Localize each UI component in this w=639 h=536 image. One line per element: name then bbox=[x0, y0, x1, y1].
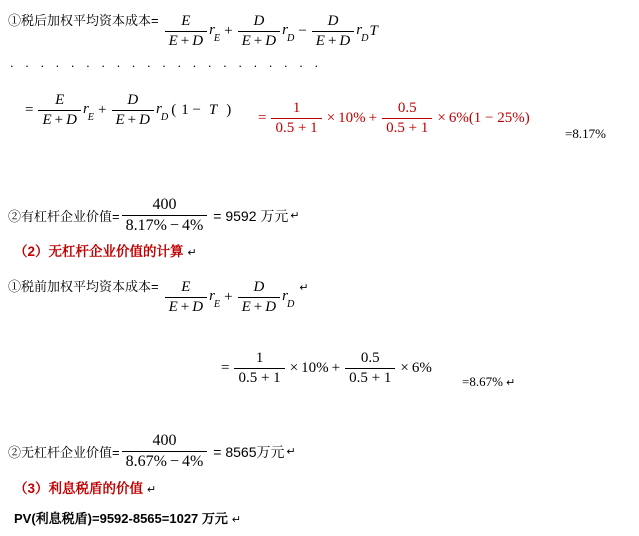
one-minus-l2: 1 − bbox=[181, 102, 201, 119]
rd-var-2: r bbox=[356, 22, 363, 39]
times-l6-1: × bbox=[289, 360, 299, 377]
den-4pct: 4% bbox=[181, 217, 204, 235]
line-7-unlevered-firm-value bbox=[8, 432, 296, 472]
heading-unlevered-value bbox=[14, 240, 197, 261]
denominator-05-plus-1-l6: 0.5 + 1 bbox=[234, 368, 284, 387]
den-d-2: D bbox=[265, 33, 277, 50]
pilcrow-8: ↵ bbox=[147, 484, 157, 496]
pct-10: 10% bbox=[338, 110, 366, 127]
line-2-result: =8.17% bbox=[565, 126, 606, 141]
symbol-rd-l5 bbox=[282, 288, 295, 311]
denominator-spread-2 bbox=[122, 451, 208, 471]
line-6-result-text: =8.67% bbox=[462, 374, 503, 389]
symbol-rd bbox=[282, 22, 295, 45]
rd-sub-l5: D bbox=[286, 299, 295, 311]
den-867: 8.67% bbox=[125, 453, 167, 471]
line-1-wacc-after-tax bbox=[8, 10, 378, 51]
line-2-formula-black bbox=[22, 92, 234, 130]
den-plus-l2b: + bbox=[127, 112, 137, 129]
pilcrow-7: ↵ bbox=[286, 446, 296, 459]
den-d-l2: D bbox=[66, 112, 77, 129]
pilcrow-6: ↵ bbox=[506, 377, 516, 389]
den-minus-1: − bbox=[169, 217, 179, 235]
numerator-d: D bbox=[253, 13, 265, 29]
denominator-e-plus-d-l2 bbox=[38, 110, 80, 129]
fraction-d-over-e-plus-d-l5 bbox=[238, 279, 280, 317]
heading-2-text: （2）无杠杆企业价值的计算 bbox=[14, 244, 184, 259]
line-5-formula bbox=[163, 279, 296, 317]
denominator-05-plus-1-l6b: 0.5 + 1 bbox=[345, 368, 395, 387]
fraction-d-over-e-plus-d-l2 bbox=[112, 92, 154, 130]
denominator-05-plus-1b: 0.5 + 1 bbox=[382, 118, 432, 137]
fraction-d-over-e-plus-d-2 bbox=[312, 13, 354, 51]
denominator-05-plus-1: 0.5 + 1 bbox=[271, 118, 321, 137]
equals-sign-red-2: = bbox=[258, 110, 267, 127]
paren-open-l2: ( bbox=[171, 102, 177, 119]
line-1-label: ①税后加权平均资本成本= bbox=[8, 13, 159, 28]
den-d-l2b: D bbox=[139, 112, 150, 129]
den-d: D bbox=[192, 33, 204, 50]
numerator-one: 1 bbox=[292, 100, 301, 116]
equals-sign-6: = bbox=[221, 360, 230, 377]
numerator-d-2: D bbox=[327, 13, 339, 29]
line-6-result bbox=[462, 374, 515, 390]
den-e-2: E bbox=[241, 33, 251, 50]
rd-var: r bbox=[282, 22, 288, 39]
line-2-rhs-red bbox=[255, 100, 530, 138]
line-2-lhs bbox=[22, 92, 234, 130]
plus-1: + bbox=[224, 23, 233, 40]
minus-1: − bbox=[298, 23, 307, 40]
plus-l6: + bbox=[331, 360, 341, 377]
den-e-l5: E bbox=[168, 299, 178, 316]
den-e-l5b: E bbox=[241, 299, 251, 316]
line-5-wacc-pre-tax bbox=[8, 276, 309, 317]
fraction-05-over-05plus1-l6 bbox=[345, 350, 395, 388]
numerator-e-l2: E bbox=[55, 92, 65, 108]
fraction-1-over-05plus1 bbox=[271, 100, 321, 138]
denominator-e-plus-d-3 bbox=[312, 31, 354, 50]
re-var-l5: r bbox=[209, 288, 215, 305]
numerator-one-l6: 1 bbox=[255, 350, 264, 366]
fraction-400-over-spread-2 bbox=[122, 432, 208, 472]
den-plus: + bbox=[180, 33, 190, 50]
line-3-fraction bbox=[120, 196, 210, 236]
symbol-rd-l2 bbox=[155, 101, 169, 124]
re-sub-l5: E bbox=[213, 299, 221, 311]
pct-10-l6: 10% bbox=[301, 360, 329, 377]
denominator-e-plus-d-l2b bbox=[112, 110, 154, 129]
den-d-l5: D bbox=[192, 299, 204, 316]
line-1-formula bbox=[163, 13, 378, 51]
symbol-t: T bbox=[369, 23, 378, 40]
den-817: 8.17% bbox=[125, 217, 167, 235]
den-d-3: D bbox=[339, 33, 351, 50]
rd-var-l5: r bbox=[282, 288, 288, 305]
den-plus-l5b: + bbox=[253, 299, 263, 316]
numerator-d-l2: D bbox=[127, 92, 139, 108]
dotted-separator: . . . . . . . . . . . . . . . . . . . . . bbox=[10, 55, 323, 70]
symbol-re-l2 bbox=[82, 101, 95, 124]
plus-l2: + bbox=[98, 102, 107, 119]
line-3-tail: = 9592 万元 bbox=[213, 207, 289, 224]
re-sub-l2: E bbox=[87, 112, 95, 124]
denominator-e-plus-d-l5b bbox=[238, 297, 280, 316]
times-1: × bbox=[326, 110, 336, 127]
plus-red-1: + bbox=[368, 110, 378, 127]
den-minus-2: − bbox=[169, 453, 179, 471]
rd-var-l2: r bbox=[155, 101, 162, 118]
equals-sign-2: = bbox=[25, 102, 34, 119]
line-3-label: ②有杠杆企业价值= bbox=[8, 209, 120, 225]
plus-l5: + bbox=[224, 289, 233, 306]
pct-6: 6% bbox=[448, 110, 469, 127]
pilcrow-5: ↵ bbox=[299, 282, 309, 294]
den-e: E bbox=[168, 33, 178, 50]
rd-sub: D bbox=[286, 33, 295, 45]
line-9-pv-tax-shield bbox=[14, 508, 241, 528]
pilcrow-3: ↵ bbox=[290, 210, 300, 223]
denominator-spread-1 bbox=[122, 215, 208, 235]
den-plus-l2: + bbox=[54, 112, 64, 129]
re-var: r bbox=[209, 22, 215, 39]
t-l2: T bbox=[208, 102, 218, 119]
symbol-re bbox=[209, 22, 221, 45]
numerator-05: 0.5 bbox=[397, 100, 417, 116]
line-7-tail: = 8565万元 bbox=[213, 443, 285, 460]
one-minus-25: (1 − 25%) bbox=[468, 110, 530, 127]
fraction-e-over-e-plus-d-l2 bbox=[38, 92, 80, 130]
den-plus-3: + bbox=[327, 33, 337, 50]
paren-close-l2: ) bbox=[226, 102, 232, 119]
denominator-e-plus-d bbox=[165, 31, 207, 50]
fraction-1-over-05plus1-l6 bbox=[234, 350, 284, 388]
fraction-e-over-e-plus-d-l5 bbox=[165, 279, 207, 317]
fraction-d-over-e-plus-d bbox=[238, 13, 280, 51]
heading-tax-shield-value bbox=[14, 477, 156, 498]
den-plus-2: + bbox=[253, 33, 263, 50]
denominator-e-plus-d-l5 bbox=[165, 297, 207, 316]
fraction-400-over-spread bbox=[122, 196, 208, 236]
den-e-l2: E bbox=[42, 112, 52, 129]
symbol-re-l5 bbox=[209, 288, 221, 311]
den-d-l5b: D bbox=[265, 299, 277, 316]
line-6-wacc-pre-tax-calc bbox=[218, 350, 432, 388]
re-var-l2: r bbox=[82, 101, 89, 118]
re-sub: E bbox=[213, 33, 221, 45]
rd-sub-2: D bbox=[361, 33, 369, 45]
rd-sub-l2: D bbox=[160, 112, 169, 124]
numerator-d-l5: D bbox=[253, 279, 265, 295]
pilcrow-9: ↵ bbox=[231, 514, 242, 526]
times-2: × bbox=[437, 110, 446, 127]
numerator-400: 400 bbox=[152, 196, 177, 213]
numerator-400-2: 400 bbox=[152, 432, 177, 449]
numerator-05-l6: 0.5 bbox=[360, 350, 380, 366]
line-3-levered-firm-value bbox=[8, 196, 300, 236]
fraction-e-over-e-plus-d bbox=[165, 13, 207, 51]
heading-3-text: （3）利息税盾的价值 bbox=[14, 481, 144, 496]
den-e-3: E bbox=[315, 33, 325, 50]
line-6-formula bbox=[218, 350, 432, 388]
den-e-l2b: E bbox=[115, 112, 125, 129]
line-9-text: PV(利息税盾)=9592-8565=1027 万元 bbox=[14, 511, 228, 526]
line-2-formula-red bbox=[255, 100, 530, 138]
numerator-e: E bbox=[181, 13, 191, 29]
pilcrow-4: ↵ bbox=[187, 247, 197, 259]
fraction-05-over-05plus1 bbox=[382, 100, 432, 138]
times-l6-2: × bbox=[400, 360, 409, 377]
line-7-label: ②无杠杆企业价值= bbox=[8, 445, 120, 461]
pct-6-l6: 6% bbox=[411, 360, 432, 377]
den-4pct-2: 4% bbox=[181, 453, 204, 471]
line-7-fraction bbox=[120, 432, 210, 472]
denominator-e-plus-d-2 bbox=[238, 31, 280, 50]
line-5-label: ①税前加权平均资本成本= bbox=[8, 279, 159, 294]
symbol-rd-2 bbox=[356, 22, 369, 45]
den-plus-l5: + bbox=[180, 299, 190, 316]
numerator-e-l5: E bbox=[181, 279, 191, 295]
